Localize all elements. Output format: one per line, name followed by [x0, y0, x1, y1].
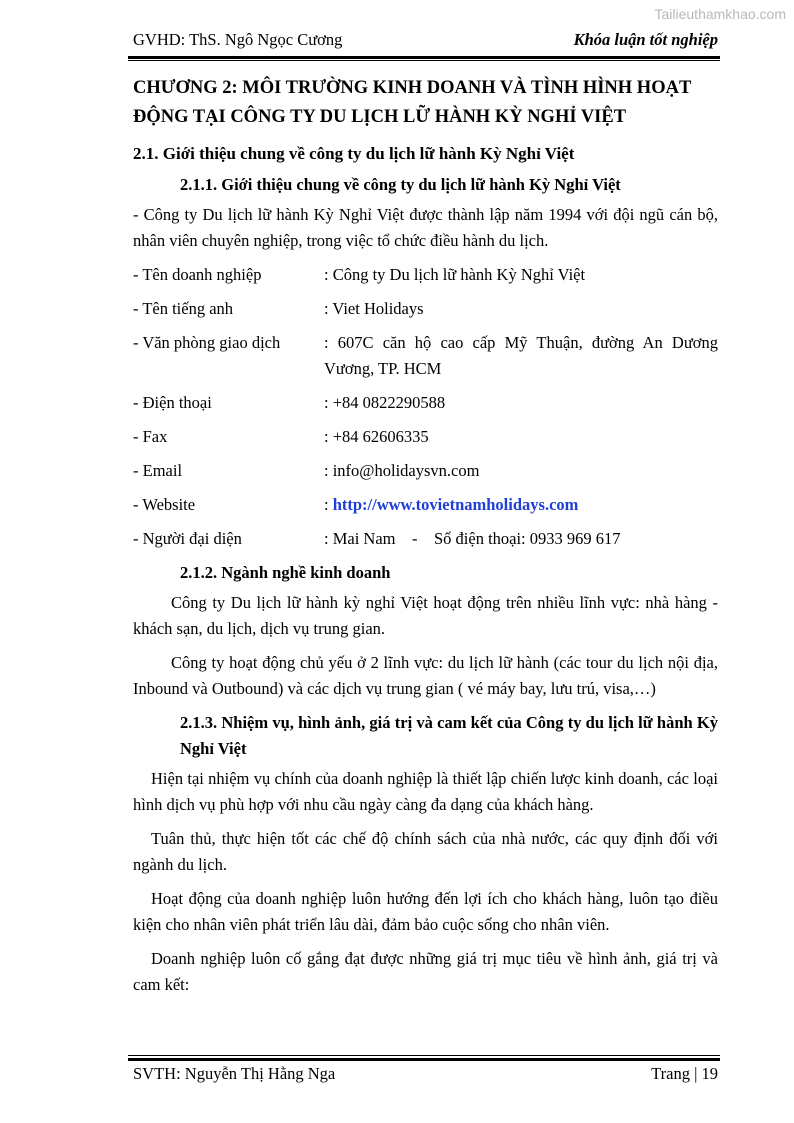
header-rule-thick — [128, 56, 720, 59]
info-value: : +84 62606335 — [324, 427, 429, 446]
header-rule-thin — [128, 60, 720, 61]
info-label: - Fax — [133, 427, 168, 446]
info-row-office — [133, 330, 718, 382]
section-heading-2-1-1: 2.1.1. Giới thiệu chung về công ty du lịch lữ hành Kỳ Nghỉ Việt — [180, 175, 621, 194]
page-number: Trang | 19 — [651, 1064, 718, 1083]
footer-rule-thick — [128, 1058, 720, 1061]
info-value: : Mai Nam - Số điện thoại: 0933 969 617 — [324, 529, 621, 548]
section-heading-2-1-2: 2.1.2. Ngành nghề kinh doanh — [180, 563, 391, 582]
info-value: : 607C căn hộ cao cấp Mỹ Thuận, đường An Dương Vương, TP. HCM — [324, 333, 718, 378]
info-value: : +84 0822290588 — [324, 393, 446, 412]
info-row-english-name — [133, 296, 718, 322]
info-row-email — [133, 458, 718, 484]
info-row-website — [133, 492, 718, 518]
business-paragraph-2: Công ty hoạt động chủ yếu ở 2 lĩnh vực: du lịch lữ hành (các tour du lịch nội địa, Inbound và Outbound) và các dịch vụ trung gian ( vé máy bay, lưu trú, visa,…) — [133, 653, 718, 698]
mission-paragraph-3: Hoạt động của doanh nghiệp luôn hướng đến lợi ích cho khách hàng, luôn tạo điều kiện cho nhân viên phát triển lâu dài, đảm bảo cuộc sống cho nhân viên. — [133, 889, 718, 934]
website-colon: : — [324, 495, 333, 514]
page-body — [133, 74, 718, 1006]
header-advisor: GVHD: ThS. Ngô Ngọc Cương — [133, 30, 343, 49]
info-value — [324, 492, 718, 518]
mission-paragraph-1: Hiện tại nhiệm vụ chính của doanh nghiệp là thiết lập chiến lược kinh doanh, các loại hình dịch vụ phù hợp với nhu cầu ngày càng đa dạng của khách hàng. — [133, 769, 718, 814]
info-label: - Văn phòng giao dịch — [133, 333, 281, 352]
intro-paragraph: - Công ty Du lịch lữ hành Kỳ Nghỉ Việt được thành lập năm 1994 với đội ngũ cán bộ, nhân viên chuyên nghiệp, trong việc tổ chức điều hành du lịch. — [133, 205, 718, 250]
website-link[interactable]: http://www.tovietnamholidays.com — [332, 495, 579, 514]
info-value: : Công ty Du lịch lữ hành Kỳ Nghỉ Việt — [324, 265, 586, 284]
mission-paragraph-2: Tuân thủ, thực hiện tốt các chế độ chính sách của nhà nước, các quy định đối với ngành du lịch. — [133, 829, 718, 874]
info-label: - Tên doanh nghiệp — [133, 265, 262, 284]
info-label: - Tên tiếng anh — [133, 299, 234, 318]
footer-student: SVTH: Nguyễn Thị Hằng Nga — [133, 1064, 336, 1083]
info-row-company — [133, 262, 718, 288]
info-label: - Email — [133, 461, 183, 480]
info-row-representative — [133, 526, 718, 552]
info-row-phone — [133, 390, 718, 416]
footer-rule-thin — [128, 1055, 720, 1056]
info-label: - Người đại diện — [133, 529, 242, 548]
info-label: - Điện thoại — [133, 393, 212, 412]
info-label: - Website — [133, 495, 196, 514]
section-heading-2-1: 2.1. Giới thiệu chung về công ty du lịch lữ hành Kỳ Nghỉ Việt — [133, 144, 575, 163]
header-thesis-title: Khóa luận tốt nghiệp — [573, 30, 718, 49]
page-footer — [133, 1064, 718, 1084]
mission-paragraph-4: Doanh nghiệp luôn cố gắng đạt được những giá trị mục tiêu về hình ảnh, giá trị và cam kết: — [133, 949, 718, 994]
watermark: Tailieuthamkhao.com — [654, 6, 786, 22]
info-value: : Viet Holidays — [324, 299, 424, 318]
info-row-fax — [133, 424, 718, 450]
business-paragraph-1: Công ty Du lịch lữ hành kỳ nghỉ Việt hoạt động trên nhiều lĩnh vực: nhà hàng -khách sạn, du lịch, dịch vụ trung gian. — [133, 593, 718, 638]
page-header — [133, 30, 718, 52]
section-heading-2-1-3: 2.1.3. Nhiệm vụ, hình ảnh, giá trị và cam kết của Công ty du lịch lữ hành Kỳ Nghỉ Việt — [180, 713, 718, 758]
info-value: : info@holidaysvn.com — [324, 461, 480, 480]
chapter-title: CHƯƠNG 2: MÔI TRƯỜNG KINH DOANH VÀ TÌNH HÌNH HOẠT ĐỘNG TẠI CÔNG TY DU LỊCH LỮ HÀNH KỲ NGHỈ VIỆT — [133, 78, 691, 127]
